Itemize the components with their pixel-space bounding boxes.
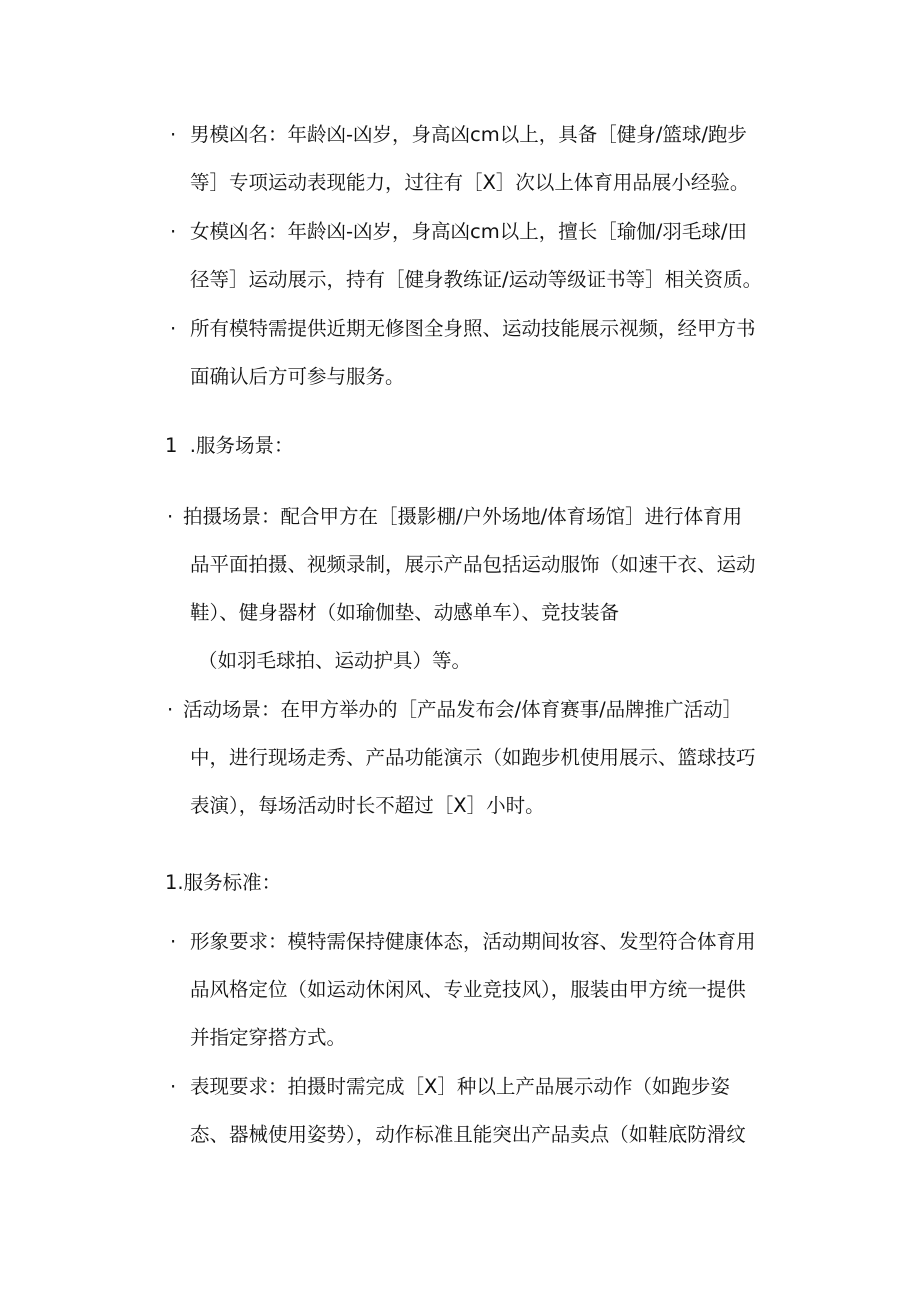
bullet-mark: ·	[170, 123, 177, 146]
paragraph-line: 径等］运动展示，持有［健身教练证/运动等级证书等］相关资质。	[190, 268, 763, 291]
paragraph-line: 活动场景：在甲方举办的［产品发布会/体育赛事/品牌推广活动］	[183, 698, 743, 721]
paragraph-line: 并指定穿搭方式。	[190, 1026, 347, 1049]
paragraph-line: 女模凶名：年龄凶-凶岁，身高凶cm以上，擅长［瑜伽/羽毛球/田	[190, 220, 747, 243]
paragraph-line: 品风格定位（如运动休闲风、专业竞技风），服装由甲方统一提供	[190, 978, 746, 1001]
paragraph-line: 形象要求：模特需保持健康体态，活动期间妆容、发型符合体育用	[190, 930, 756, 953]
paragraph-line: 态、器械使用姿势），动作标准且能突出产品卖点（如鞋底防滑纹	[190, 1123, 746, 1146]
bullet-mark: ·	[167, 698, 174, 721]
paragraph-line: 表演），每场活动时长不超过［X］小时。	[190, 794, 545, 817]
bullet-mark: ·	[170, 220, 177, 243]
paragraph-line: 拍摄场景：配合甲方在［摄影棚/户外场地/体育场馆］进行体育用	[183, 505, 743, 528]
bullet-mark: ·	[170, 317, 177, 340]
paragraph-line: 所有模特需提供近期无修图全身照、运动技能展示视频，经甲方书	[190, 317, 756, 340]
bullet-mark: ·	[170, 930, 177, 953]
paragraph-line: 品平面拍摄、视频录制，展示产品包括运动服饰（如速干衣、运动	[190, 553, 756, 576]
paragraph-line: 等］专项运动表现能力，过往有［X］次以上体育用品展小经验。	[190, 171, 750, 194]
paragraph-line: （如羽毛球拍、运动护具）等。	[198, 649, 472, 672]
paragraph-line: 表现要求：拍摄时需完成［X］种以上产品展示动作（如跑步姿	[190, 1075, 730, 1098]
section-heading-scenes: 1 .服务场景：	[165, 434, 294, 457]
bullet-mark: ·	[170, 1075, 177, 1098]
paragraph-line: 鞋）、健身器材（如瑜伽垫、动感单车）、竞技装备	[190, 601, 620, 624]
paragraph-line: 男模凶名：年龄凶-凶岁，身高凶cm以上，具备［健身/篮球/跑步	[190, 123, 747, 146]
paragraph-line: 面确认后方可参与服务。	[190, 365, 405, 388]
section-heading-standards: 1.服务标准：	[165, 871, 282, 894]
bullet-mark: ·	[167, 505, 174, 528]
paragraph-line: 中，进行现场走秀、产品功能演示（如跑步机使用展示、篮球技巧	[190, 746, 756, 769]
